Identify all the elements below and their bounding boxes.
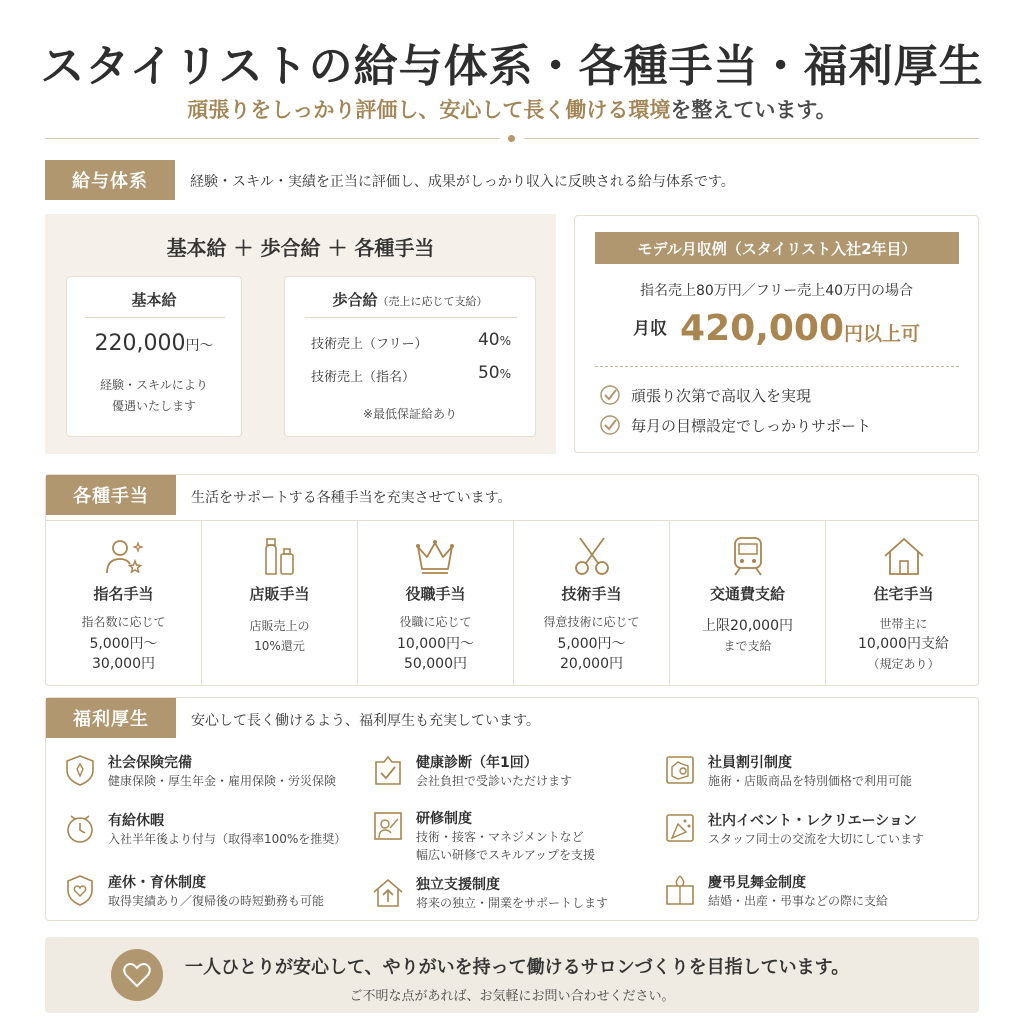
allowance-name: 技術手当 [561,585,622,603]
welfare-desc: スタッフ同士の交流を大切にしています [708,832,925,846]
allowance-line3: 50,000円 [404,656,467,672]
allowance-line1: 上限20,000円 [702,618,793,634]
welfare-desc: 入社半年後より付与（取得率100%を推奨） [108,832,347,846]
allowance-item [826,521,981,686]
commission-title [285,289,535,310]
party-icon [662,810,698,846]
welfare-desc: 会社負担で受診いただけます [416,774,573,788]
commission-rate-unit: % [499,334,511,348]
base-pay-unit: 円〜 [185,338,214,354]
welfare-item [370,752,572,790]
allowance-line2: 10,000円支給 [858,636,949,652]
allowance-name: 指名手当 [93,585,154,603]
crown-icon [413,537,457,577]
subtitle-dark: を整えています。 [670,98,837,122]
welfare-desc: 結婚・出産・弔事などの際に支給 [708,894,889,908]
allowance-line3: 30,000円 [92,656,155,672]
welfare-desc: 幅広い研修でスキルアップを支援 [416,848,596,862]
allowance-line2: 10,000円〜 [397,636,474,652]
model-income-card [574,215,979,453]
welfare-title: 研修制度 [416,811,472,827]
welfare-panel [45,697,979,921]
model-income-condition: 指名売上80万円／フリー売上40万円の場合 [639,283,914,299]
base-pay-card [66,276,242,437]
section-desc-allowances: 生活をサポートする各種手当を充実させています。 [191,490,512,506]
pay-structure-panel [45,214,556,454]
page-subtitle [0,94,1024,124]
allowance-name: 役職手当 [405,585,466,603]
welfare-desc: 健康保険・厚生年金・雇用保険・労災保険 [108,774,337,788]
scissors-icon [571,535,613,577]
allowance-line2: 10%還元 [254,639,305,653]
allowance-line2: まで支給 [723,639,772,653]
allowance-line1: 店販売上の [249,619,310,633]
welfare-item [662,872,888,910]
train-icon [728,535,768,577]
person-stars-icon [103,535,145,577]
commission-row-value [478,363,511,383]
commission-row-value [478,330,511,350]
section-tag-allowances: 各種手当 [46,475,176,515]
welfare-item [370,874,608,912]
discount-tag-icon [662,752,698,788]
subtitle-gold: 頑張りをしっかり評価し、安心して長く働ける環境 [187,98,671,122]
base-pay-title: 基本給 [131,291,177,309]
model-income-label: 月収 [632,319,667,339]
allowance-item [670,521,825,686]
model-income-unit: 円以上可 [844,323,921,345]
allowance-line2: 5,000円〜 [557,636,626,652]
welfare-desc: 技術・接客・マネジメントなど [416,830,584,844]
heart-shield-icon [62,872,98,908]
welfare-desc: 施術・店販商品を特別価格で利用可能 [708,774,913,788]
commission-rate-unit: % [499,367,511,381]
welfare-title: 健康診断（年1回） [416,755,538,771]
divider-dot [508,135,515,142]
welfare-item [62,752,336,790]
check-icon [599,384,621,406]
section-desc-pay: 経験・スキル・実績を正当に評価し、成果がしっかり収入に反映される給与体系です。 [190,174,735,190]
commission-title-text: 歩合給 [332,291,378,309]
allowances-panel [45,474,979,686]
page-title: スタイリストの給与体系・各種手当・福利厚生 [40,41,984,92]
base-pay-note-line1: 経験・スキルにより [100,378,208,392]
card-divider [305,317,517,318]
commission-note: ※最低保証給あり [362,407,458,421]
allowance-line1: 役職に応じて [399,615,472,629]
check-text: 毎月の目標設定でしっかりサポート [631,416,872,435]
welfare-item [662,810,924,848]
base-pay-note-line2: 優遇いたします [111,399,196,413]
commission-card [284,276,536,437]
allowance-name: 交通費支給 [709,585,785,603]
allowance-item [358,521,513,686]
welfare-desc: 取得実績あり／復帰後の時短勤務も可能 [108,894,325,908]
section-desc-welfare: 安心して長く働けるよう、福利厚生も充実しています。 [191,713,540,729]
welfare-title: 社会保険完備 [108,755,192,771]
commission-rate: 50 [477,363,500,383]
base-pay-value: 220,000 [94,331,186,356]
commission-row-label: 技術売上（指名） [311,370,416,385]
shield-icon [62,752,98,788]
check-text: 頑張り次第で高収入を実現 [631,386,812,405]
section-tag-welfare: 福利厚生 [46,698,176,738]
welfare-title: 独立支援制度 [416,877,500,893]
allowance-line1: 世帯主に [879,617,928,631]
base-pay-note [67,375,241,417]
bottles-icon [259,535,301,577]
footer-contact-note: ご不明な点があれば、お気軽にお問い合わせください。 [349,989,675,1004]
welfare-item [62,872,324,910]
home-arrow-icon [370,874,406,910]
welfare-desc: 将来の独立・開業をサポートします [416,896,609,910]
commission-rate: 40 [477,330,500,350]
commission-title-note: （売上に応じて支給） [377,295,488,308]
commission-row-label: 技術売上（フリー） [311,337,428,352]
footer-banner [45,937,979,1013]
welfare-title: 産休・育休制度 [108,875,206,891]
allowance-name: 住宅手当 [873,585,934,603]
training-icon [370,808,406,844]
allowance-line2: 5,000円〜 [89,636,158,652]
pay-formula: 基本給 ＋ 歩合給 ＋ 各種手当 [166,236,435,260]
card-divider [85,317,225,318]
check-item [599,414,871,436]
gift-icon [662,872,698,908]
allowance-name: 店販手当 [249,585,310,603]
base-pay-amount [67,331,241,356]
allowance-item [514,521,669,686]
divider-right [524,138,979,139]
commission-row [311,330,511,352]
welfare-title: 有給休暇 [108,813,164,829]
divider-left [45,138,500,139]
allowance-line3: 20,000円 [560,656,623,672]
allowance-line1: 得意技術に応じて [543,615,640,629]
clock-icon [62,810,98,846]
model-divider [595,366,959,367]
welfare-item [62,810,346,848]
model-income-header: モデル月収例（スタイリスト入社2年目） [595,232,959,264]
welfare-title: 社内イベント・レクリエーション [708,813,917,829]
model-income-value: 420,000 [680,308,845,349]
welfare-title: 慶弔見舞金制度 [708,875,806,891]
check-item [599,384,811,406]
welfare-item [662,752,912,790]
check-icon [599,414,621,436]
allowance-item [46,521,201,686]
allowance-line3: （規定あり） [867,657,940,671]
house-icon [882,535,926,577]
allowance-line1: 指名数に応じて [81,615,166,629]
health-check-icon [370,752,406,788]
allowance-item [202,521,357,686]
commission-row [311,363,511,385]
welfare-title: 社員割引制度 [708,755,792,771]
footer-message: 一人ひとりが安心して、やりがいを持って働けるサロンづくりを目指しています。 [185,957,850,978]
welfare-item [370,808,595,864]
section-tag-pay: 給与体系 [45,160,175,200]
model-income-amount [575,308,978,349]
